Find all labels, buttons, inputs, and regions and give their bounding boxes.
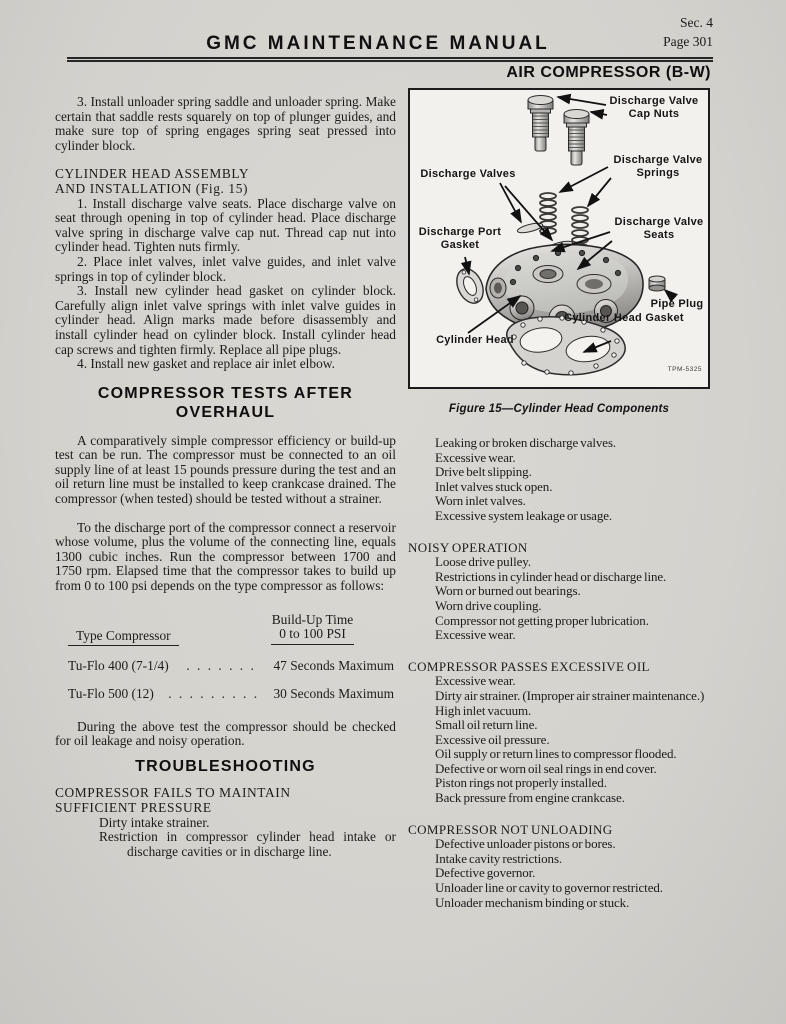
table-row (68, 687, 394, 702)
paragraph: A comparatively simple compressor efficiency or build-up test can be run. The compressor must be connected to an oil supply line of at least 15 pounds pressure during the test and an oil return line must be installed to keep crankcase drained. The compressor (when tested) should be tested without a strainer. (55, 432, 396, 507)
label-discharge-port-gasket: Discharge Port Gasket (418, 226, 502, 251)
trouble-item: Excessive wear. (435, 449, 516, 465)
trouble-item: Small oil return line. (435, 717, 538, 733)
trouble-item: Dirty intake strainer. (99, 814, 210, 830)
discharge-valve-disc-1 (517, 221, 544, 234)
trouble-item: Leaking or broken discharge valves. (435, 435, 617, 450)
trouble-item: Worn drive coupling. (435, 597, 542, 613)
trouble-item: High inlet vacuum. (435, 702, 532, 718)
discharge-valve-cap-nut (528, 96, 553, 152)
trouble-item: Worn or burned out bearings. (435, 583, 581, 599)
label-discharge-valve-springs: Discharge Valve Springs (613, 154, 703, 179)
paragraph: 1. Install discharge valve seats. Place discharge valve on seat through opening in top of cylinder head. Place discharge valve spring in discharge valve cap nut. Thread cap nut into cylinder head. Tighten nuts firmly. (55, 195, 396, 255)
paragraph: 3. Install unloader spring saddle and unloader spring. Make certain that saddle rests squarely on top of plunger guides, and make sure top of spring engages spring seat pressed into cylinder block. (55, 94, 396, 153)
label-discharge-valve-seats: Discharge Valve Seats (614, 216, 704, 241)
subheading-not-unloading: COMPRESSOR NOT UNLOADING (408, 821, 613, 837)
trouble-item: Excessive oil pressure. (435, 731, 550, 747)
trouble-item: Compressor not getting proper lubrication. (435, 612, 649, 628)
label-pipe-plug: Pipe Plug (650, 298, 704, 310)
label-discharge-valves: Discharge Valves (420, 168, 516, 180)
discharge-port-gasket-part (452, 265, 489, 308)
trouble-item: Restriction in compressor cylinder head intake or discharge cavities or in discharge line. (99, 829, 396, 859)
col2-header-line1: Build-Up Time (271, 611, 354, 627)
chapter-title: AIR COMPRESSOR (B-W) (506, 64, 711, 81)
trouble-item: Excessive wear. (435, 673, 516, 689)
trouble-item: Restrictions in cylinder head or discharge line. (435, 568, 667, 584)
subheading-passes-excessive-oil: COMPRESSOR PASSES EXCESSIVE OIL (408, 658, 650, 674)
table-header-right (240, 613, 385, 645)
compressor-type: Tu-Flo 500 (12) (68, 685, 154, 701)
dot-leader: . . . . . . . . . (168, 686, 260, 701)
compressor-type: Tu-Flo 400 (7-1/4) (68, 657, 169, 673)
section-number: Sec. 4 (680, 15, 713, 30)
trouble-item: Drive belt slipping. (435, 464, 532, 480)
trouble-item: Back pressure from engine crankcase. (435, 790, 625, 806)
trouble-item: Defective unloader pistons or bores. (435, 836, 616, 852)
paragraph: To the discharge port of the compressor connect a reservoir whose volume, plus the volume of the connecting line, equals 1300 cubic inches. Run the compressor between 1700 and 1750 rpm. Elapsed time that the compressor takes to build up from 0 to 100 psi depends on the type compressor as follows: (55, 519, 396, 594)
trouble-item: Unloader line or cavity to governor restricted. (435, 880, 663, 896)
paragraph: 4. Install new gasket and replace air inlet elbow. (77, 356, 335, 372)
trouble-item: Worn inlet valves. (435, 493, 526, 509)
trouble-item: Unloader mechanism binding or stuck. (435, 894, 630, 910)
paragraph: 3. Install new cylinder head gasket on cylinder block. Carefully align inlet valve springs with inlet valve guides in cylinder head. Align marks made before disassembly and install cylinder head on cylinder block. Install cylinder head cap screws and tighten firmly. Replace all pipe plugs. (55, 283, 396, 357)
table-header-left (68, 629, 179, 647)
trouble-item: Excessive system leakage or usage. (435, 507, 613, 523)
figure-15 (408, 88, 710, 389)
paragraph: 2. Place inlet valves, inlet valve guides, and inlet valve springs in top of cylinder block. (55, 253, 396, 284)
table-row (68, 659, 394, 674)
heading-compressor-tests: COMPRESSOR TESTS AFTER OVERHAUL (97, 384, 354, 422)
label-cylinder-head-gasket: Cylinder Head Gasket (564, 312, 684, 324)
left-column (55, 95, 396, 859)
trouble-item: Defective or worn oil seal rings in end cover. (435, 760, 657, 776)
subheading-noisy-operation: NOISY OPERATION (408, 539, 528, 555)
trouble-item: Oil supply or return lines to compressor flooded. (435, 746, 677, 762)
trouble-item: Defective governor. (435, 865, 536, 881)
header-rule (67, 57, 713, 62)
subheading-fails-to-maintain: COMPRESSOR FAILS TO MAINTAIN SUFFICIENT PRESSURE (55, 785, 291, 815)
trouble-item: Dirty air strainer. (Improper air strainer maintenance.) (435, 687, 705, 703)
build-up-time-value: 47 Seconds Maximum (273, 657, 394, 673)
build-up-time-table (55, 613, 396, 707)
section-page-ref (663, 13, 713, 51)
discharge-valve-cap-nut-2 (564, 110, 589, 166)
label-discharge-valve-cap-nuts: Discharge Valve Cap Nuts (609, 95, 699, 120)
page-number: Page 301 (663, 34, 713, 49)
trouble-item: Inlet valves stuck open. (435, 478, 553, 494)
right-column (408, 436, 716, 910)
trouble-item: Piston rings not properly installed. (435, 775, 607, 791)
build-up-time-value: 30 Seconds Maximum (273, 685, 394, 701)
figure-caption: Figure 15—Cylinder Head Components (448, 403, 670, 415)
heading-troubleshooting: TROUBLESHOOTING (135, 757, 316, 775)
col2-header-line2: 0 to 100 PSI (271, 627, 354, 645)
dot-leader: . . . . . . . (186, 658, 256, 673)
trouble-item: Intake cavity restrictions. (435, 850, 563, 866)
col1-header: Type Compressor (68, 629, 179, 647)
subheading-cylinder-head: CYLINDER HEAD ASSEMBLY AND INSTALLATION (Fig. 15) (55, 166, 250, 196)
trouble-item: Loose drive pulley. (435, 554, 531, 570)
label-cylinder-head: Cylinder Head (436, 334, 514, 346)
manual-title: GMC MAINTENANCE MANUAL (206, 33, 550, 54)
trouble-item: Excessive wear. (435, 627, 516, 643)
paragraph: During the above test the compressor should be checked for oil leakage and noisy operation. (55, 718, 396, 749)
figure-plate-id: TPM-5325 (667, 366, 702, 373)
pipe-plug-part (649, 276, 665, 291)
